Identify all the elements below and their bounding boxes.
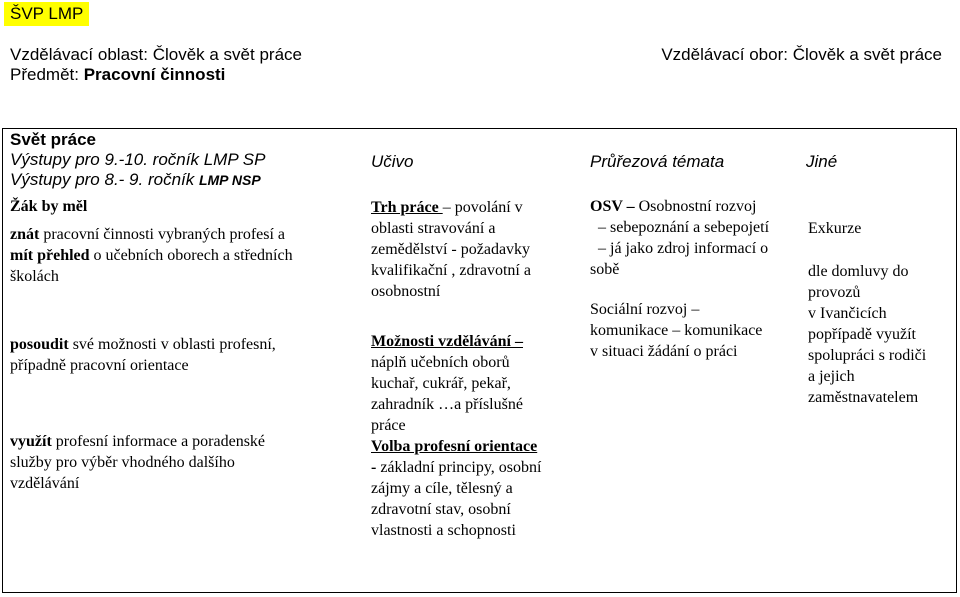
output-1-line-3: školách (10, 268, 59, 285)
outputs-nsp (10, 170, 265, 190)
curriculum-3-text: základní principy, osobní (380, 459, 542, 476)
curriculum-3-line-1 (371, 457, 583, 478)
curriculum-3-line-4: vlastnosti a schopnosti (371, 522, 516, 539)
other-line-5: popřípadě využít (808, 326, 916, 343)
curriculum-3-heading: Volba profesní orientace (371, 438, 538, 455)
outputs-sp: Výstupy pro 9.-10. ročník LMP SP (10, 150, 266, 169)
curriculum-3-dash: - (371, 459, 381, 476)
curriculum-3-line-2: zájmy a cíle, tělesný a (371, 480, 513, 497)
curriculum-1-line-2: oblasti stravování a (371, 220, 496, 237)
curriculum-2-heading: Možnosti vzdělávání – (371, 333, 523, 350)
curriculum-2-line-2: kuchař, cukrář, pekař, (371, 375, 511, 392)
subject-name: Pracovní činnosti (83, 65, 226, 84)
output-1-text-2: o učebních oborech a středních (89, 247, 293, 264)
curriculum-1-line-4: kvalifikační , zdravotní a (371, 262, 531, 279)
other-line-3: provozů (808, 284, 861, 301)
themes-line-2: – sebepoznání a sebepojetí (598, 219, 770, 236)
themes-osv-text: Osobnostní rozvoj (634, 198, 757, 215)
curriculum-1-line-3: zemědělství - požadavky (371, 241, 531, 258)
output-3-verb: využít (10, 433, 52, 450)
other-line-7: a jejich (808, 368, 855, 385)
col-header-themes: Průřezová témata (590, 152, 725, 171)
output-3-line-3: vzdělávání (10, 475, 80, 492)
pupil-should: Žák by měl (10, 198, 88, 215)
education-field: Vzdělávací obor: Člověk a svět práce (661, 45, 942, 64)
themes-line-4: sobě (590, 261, 620, 278)
curriculum-2-line-4: práce (371, 417, 406, 434)
curriculum-1-line-1 (371, 197, 583, 218)
outputs-nsp-tag: LMP NSP (198, 172, 261, 188)
themes-osv: OSV – (590, 198, 635, 215)
curriculum-2-line-3: zahradník …a příslušné (371, 396, 523, 413)
education-area (10, 45, 302, 85)
table-left-header (10, 130, 265, 190)
output-2-line-1 (10, 334, 360, 355)
output-3-text: profesní informace a poradenské (51, 433, 266, 450)
outputs-column (10, 196, 360, 494)
themes-column (590, 196, 795, 362)
other-line-4: v Ivančicích (808, 305, 887, 322)
output-2-text: své možnosti v oblasti profesní, (68, 336, 276, 353)
other-line-1: Exkurze (808, 220, 862, 237)
education-area-text: Vzdělávací oblast: Člověk a svět práce (10, 45, 302, 64)
page-title: ŠVP LMP (4, 2, 89, 26)
subject-prefix: Předmět: (10, 65, 84, 84)
other-column (808, 218, 953, 408)
curriculum-column (371, 197, 583, 541)
output-1-verb: znát (10, 226, 40, 243)
curriculum-1-line-5: osobnostní (371, 283, 441, 300)
curriculum-1-text: – povolání v (442, 199, 523, 216)
output-1-line-1 (10, 224, 360, 245)
themes-line-1 (590, 196, 795, 217)
themes-line-7: v situaci žádání o práci (590, 343, 738, 360)
output-2-verb: posoudit (10, 336, 69, 353)
subject-line (10, 65, 302, 85)
output-1-text: pracovní činnosti vybraných profesí a (39, 226, 286, 243)
other-line-8: zaměstnavatelem (808, 389, 919, 406)
themes-line-6: komunikace – komunikace (590, 322, 763, 339)
themes-line-5: Sociální rozvoj – (590, 301, 700, 318)
col-header-curriculum: Učivo (371, 152, 414, 171)
themes-line-3: – já jako zdroj informací o (598, 240, 769, 257)
output-3-line-1 (10, 431, 360, 452)
curriculum-1-heading: Trh práce (371, 199, 443, 216)
section-title: Svět práce (10, 130, 96, 149)
curriculum-3-line-3: zdravotní stav, osobní (371, 501, 511, 518)
other-line-2: dle domluvy do (808, 263, 909, 280)
output-3-line-2: služby pro výběr vhodného dalšího (10, 454, 235, 471)
outputs-nsp-text: Výstupy pro 8.- 9. ročník (10, 170, 199, 189)
col-header-other: Jiné (806, 152, 838, 171)
output-1-line-2 (10, 245, 360, 266)
output-1-verb-2: mít přehled (10, 247, 90, 264)
other-line-6: spolupráci s rodiči (808, 347, 927, 364)
output-2-line-2: případně pracovní orientace (10, 357, 189, 374)
curriculum-2-line-1: náplň učebních oborů (371, 354, 510, 371)
